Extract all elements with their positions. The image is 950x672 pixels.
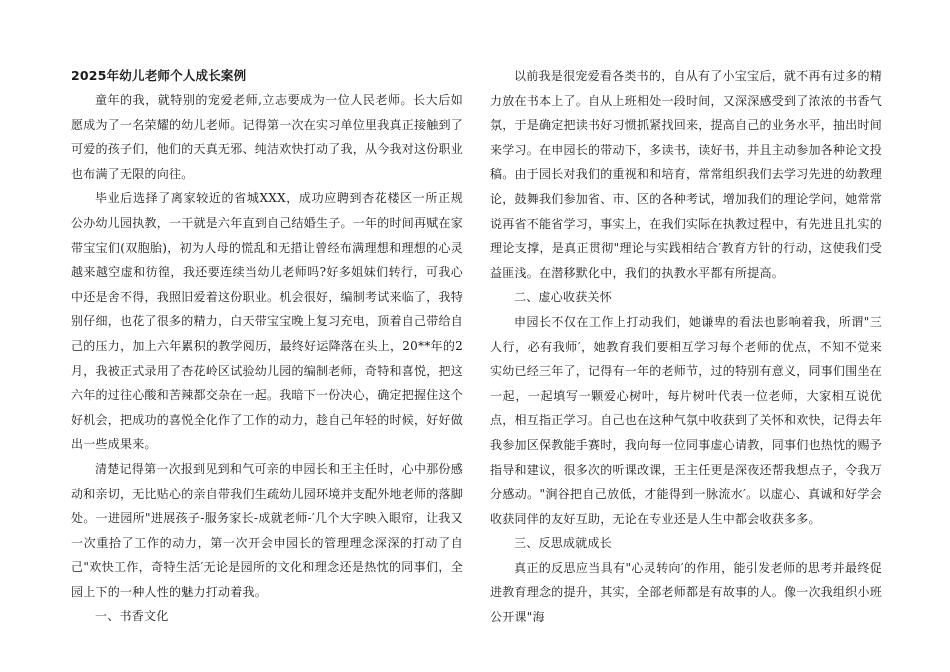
paragraph-humility: 申园长不仅在工作上打动我们，她谦卑的看法也影响着我，所谓"三人行，必有我师′，她教育我们要相互学习每个老师的优点，不知不觉来实幼已经三年了，记得有一年的老师节，过的特别有意义，同事们围坐在一起，一起填写一颗爱心树叶，每片树叶代表一位老师，大家相互说优点，相互指正学习。自己也在这种气氛中收获到了关怀和欢快，记得去年我参加区保教能手赛时，我向每一位同事虚心请教，同事们也热忱的赐予指导和建议，很多次的听课改课，王主任更是深夜还帮我想点子，令我万分感动。"涧谷把自己放低，才能得到一脉流水′。以虚心、真诚和好学会收获同伴的友好互助，无论在专业还是人生中都会收获多多。 [490, 314, 883, 526]
section-heading-humility: 二、虚心收获关怀 [514, 290, 613, 305]
document-title: 2025年幼儿老师个人成长案例 [71, 68, 247, 83]
section-heading-reflection: 三、反思成就成长 [514, 536, 613, 551]
paragraph-childhood: 童年的我，就特别的宠爱老师,立志要成为一位人民老师。长大后如愿成为了一名荣耀的幼儿老师。记得第一次在实习单位里我真正接触到了可爱的孩子们，他们的天真无邪、纯洁欢快打动了我，从今我对这份职业也布满了无限的向往。 [71, 93, 464, 181]
paragraph-first-report: 清楚记得第一次报到见到和气可亲的申园长和王主任时，心中那份感动和亲切，无比贴心的亲自带我们生疏幼儿园环境并支配外地老师的落脚处。一进园所"进展孩子-服务家长-成就老师-′几个大字映入眼帘，让我又一次重拾了工作的动力，第一次开会申园长的管理理念深深的打动了自己"欢快工作，奇特生活′无论是园所的文化和理念还是热忱的同事们，全园上下的一种人性的魅力打动着我。 [71, 461, 464, 599]
paragraph-reflection: 真正的反思应当具有"心灵转向′的作用，能引发老师的思考并最终促进教育理念的提升，其实，全部老师都是有故事的人。像一次我组织小班公开课"海 [490, 560, 883, 625]
right-column [490, 64, 882, 630]
section-heading-book-culture: 一、书香文化 [95, 609, 169, 624]
paragraph-career: 毕业后选择了离家较近的省城XXX，成功应聘到杏花楼区一所正规公办幼儿园执教，一干就是六年直到自己结婚生子。一年的时间再赋在家带宝宝们(双胞胎)，初为人母的慌乱和无措让曾经布满理想和理想的心灵越来越空虚和彷徨，我还要连续当幼儿老师吗?好多姐妹们转行，可我心中还是舍不得，我照旧爱着这份职业。机会很好，编制考试来临了，我特别仔细，也花了很多的精力，白天带宝宝晚上复习充电，顶着自己带给自己的压力，加上六年累积的教学阅历，最终好运降落在头上，20**年的2月，我被正式录用了杏花岭区试验幼儿园的编制老师，奇特和喜悦，把这六年的过往心酸和苦辣都交杂在一起。我暗下一份决心，确定把握住这个好机会，把成功的喜悦全化作了工作的动力，趁自己年轻的时候，好好做出一些成果来。 [71, 191, 464, 452]
left-column [71, 64, 463, 629]
paragraph-reading: 以前我是很宠爱看各类书的，自从有了小宝宝后，就不再有过多的精力放在书本上了。自从上班相处一段时间，又深深感受到了浓浓的书香气氛，于是确定把读书好习惯抓紧找回来，提高自己的业务水平，抽出时间来学习。在申园长的带动下，多读书，读好书，并且主动参加各种论文投稿。由于园长对我们的重视和和培育，常常组织我们去学习先进的幼教理论，鼓舞我们参加省、市、区的各种考试，增加我们的理论学问，她常常说再省不能省学习，事实上，在我们实际在执教过程中，有先进且扎实的理论支撑，是真正贯彻"理论与实践相结合′教育方针的行动，这使我们受益匪浅。在潜移默化中，我们的执教水平都有所提高。 [490, 69, 883, 280]
